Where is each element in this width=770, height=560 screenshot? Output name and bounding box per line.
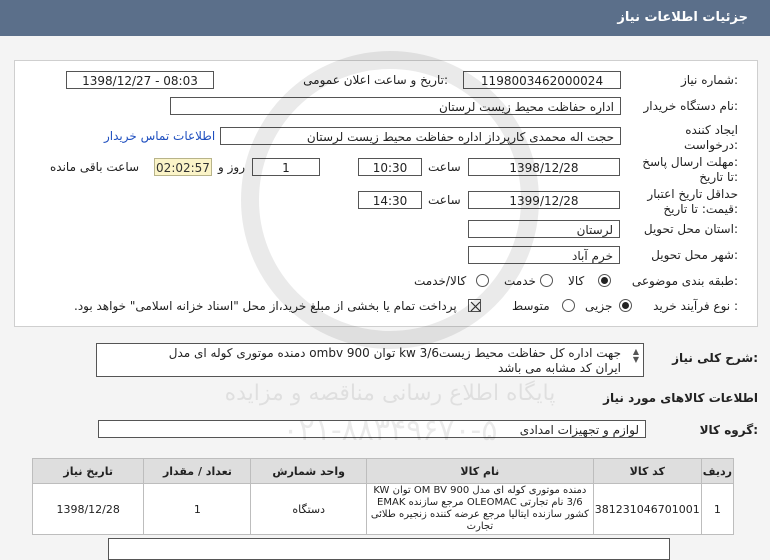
- process-medium-radio[interactable]: [562, 299, 575, 312]
- deadline-label-line1: مهلت ارسال پاسخ:: [642, 155, 738, 169]
- category-goods-label: کالا: [568, 274, 585, 288]
- goods-group-field[interactable]: لوازم و تجهیزات امدادی: [98, 420, 646, 438]
- category-both-radio[interactable]: [476, 274, 489, 287]
- checkbox-cross-icon: [469, 300, 482, 313]
- deadline-time-label: ساعت: [428, 160, 461, 174]
- deadline-label-line2: تا تاریخ:: [699, 170, 738, 184]
- creator-label-line1: ایجاد کننده: [685, 123, 738, 137]
- goods-group-label: گروه کالا:: [699, 423, 758, 437]
- col-unit: واحد شمارش: [251, 459, 366, 484]
- process-minor-radio[interactable]: [619, 299, 632, 312]
- province-field[interactable]: لرستان: [468, 220, 620, 238]
- category-both-label: کالا/خدمت: [414, 274, 467, 288]
- announce-date-label: تاریخ و ساعت اعلان عمومی:: [303, 73, 448, 87]
- process-minor-label: جزیی: [585, 299, 613, 313]
- remaining-timer: 02:02:57: [154, 158, 212, 176]
- category-goods-radio[interactable]: [598, 274, 611, 287]
- table-row[interactable]: [33, 484, 734, 535]
- goods-info-title: اطلاعات کالاهای مورد نیاز: [603, 391, 758, 405]
- creator-label-line2: درخواست:: [684, 138, 738, 152]
- description-label: شرح کلی نیاز:: [672, 351, 758, 365]
- announce-date-field[interactable]: 1398/12/27 - 08:03: [66, 71, 214, 89]
- cell-row: 1: [701, 484, 733, 535]
- days-label: روز و: [218, 160, 245, 174]
- validity-time-field[interactable]: 14:30: [358, 191, 422, 209]
- process-medium-label: متوسط: [512, 299, 550, 313]
- city-label: شهر محل تحویل:: [651, 248, 738, 262]
- need-number-field[interactable]: 1198003462000024: [463, 71, 621, 89]
- deadline-date-field[interactable]: 1398/12/28: [468, 158, 620, 176]
- watermark-text: پایگاه اطلاع رسانی مناقصه و مزایده: [224, 381, 556, 406]
- buyer-label: نام دستگاه خریدار:: [643, 99, 738, 113]
- cell-date: 1398/12/28: [33, 484, 144, 535]
- cell-name: دمنده موتوری کوله ای مدل OM BV 900 توان KW 3/6 نام تجارتی OLEOMAC مرجع سازنده EMAK کشور سازنده ایتالیا مرجع عرضه کننده زنجیره طلائی تجارت: [366, 484, 593, 535]
- page-title: جزئیات اطلاعات نیاز: [617, 10, 748, 25]
- validity-date-field[interactable]: 1399/12/28: [468, 191, 620, 209]
- description-line1: دمنده موتوری کوله ای مدل ombv 900 توان kw 3/6جهت اداره کل حفاظت محیط زیست: [168, 346, 621, 360]
- category-service-radio[interactable]: [540, 274, 553, 287]
- col-row: ردیف: [701, 459, 733, 484]
- deadline-time-field[interactable]: 10:30: [358, 158, 422, 176]
- col-date: تاریخ نیاز: [33, 459, 144, 484]
- cell-unit: دستگاه: [251, 484, 366, 535]
- table-header-row: [33, 459, 734, 484]
- category-service-label: خدمت: [504, 274, 536, 288]
- remaining-label: ساعت باقی مانده: [50, 160, 140, 174]
- days-field[interactable]: 1: [252, 158, 320, 176]
- description-line2: ایران کد مشابه می باشد: [497, 361, 621, 375]
- col-name: نام کالا: [366, 459, 593, 484]
- process-label: نوع فرآیند خرید :: [653, 299, 738, 313]
- cell-qty: 1: [144, 484, 251, 535]
- description-box[interactable]: [96, 343, 644, 377]
- goods-table: [32, 458, 734, 535]
- category-label: طبقه بندی موضوعی:: [631, 274, 738, 288]
- col-qty: تعداد / مقدار: [144, 459, 251, 484]
- validity-label-line2: قیمت: تا تاریخ:: [663, 202, 738, 216]
- bottom-field[interactable]: [108, 538, 670, 560]
- validity-time-label: ساعت: [428, 193, 461, 207]
- buyer-field[interactable]: اداره حفاظت محیط زیست لرستان: [170, 97, 621, 115]
- validity-label-line1: حداقل تاریخ اعتبار: [647, 187, 738, 201]
- province-label: استان محل تحویل:: [643, 222, 738, 236]
- creator-field[interactable]: حجت اله محمدی کارپرداز اداره حفاظت محیط زیست لرستان: [220, 127, 621, 145]
- need-number-label: شماره نیاز:: [680, 73, 738, 87]
- page-header: [0, 0, 770, 36]
- city-field[interactable]: خرم آباد: [468, 246, 620, 264]
- cell-code: 381231046701001: [593, 484, 701, 535]
- col-code: کد کالا: [593, 459, 701, 484]
- scroll-arrows-icon[interactable]: ▲ ▼: [632, 347, 639, 364]
- buyer-contact-link[interactable]: اطلاعات تماس خریدار: [104, 129, 216, 143]
- treasury-payment-checkbox[interactable]: [468, 299, 481, 312]
- treasury-payment-note: پرداخت تمام یا بخشی از مبلغ خرید،از محل "اسناد خزانه اسلامی" خواهد بود.: [74, 299, 457, 313]
